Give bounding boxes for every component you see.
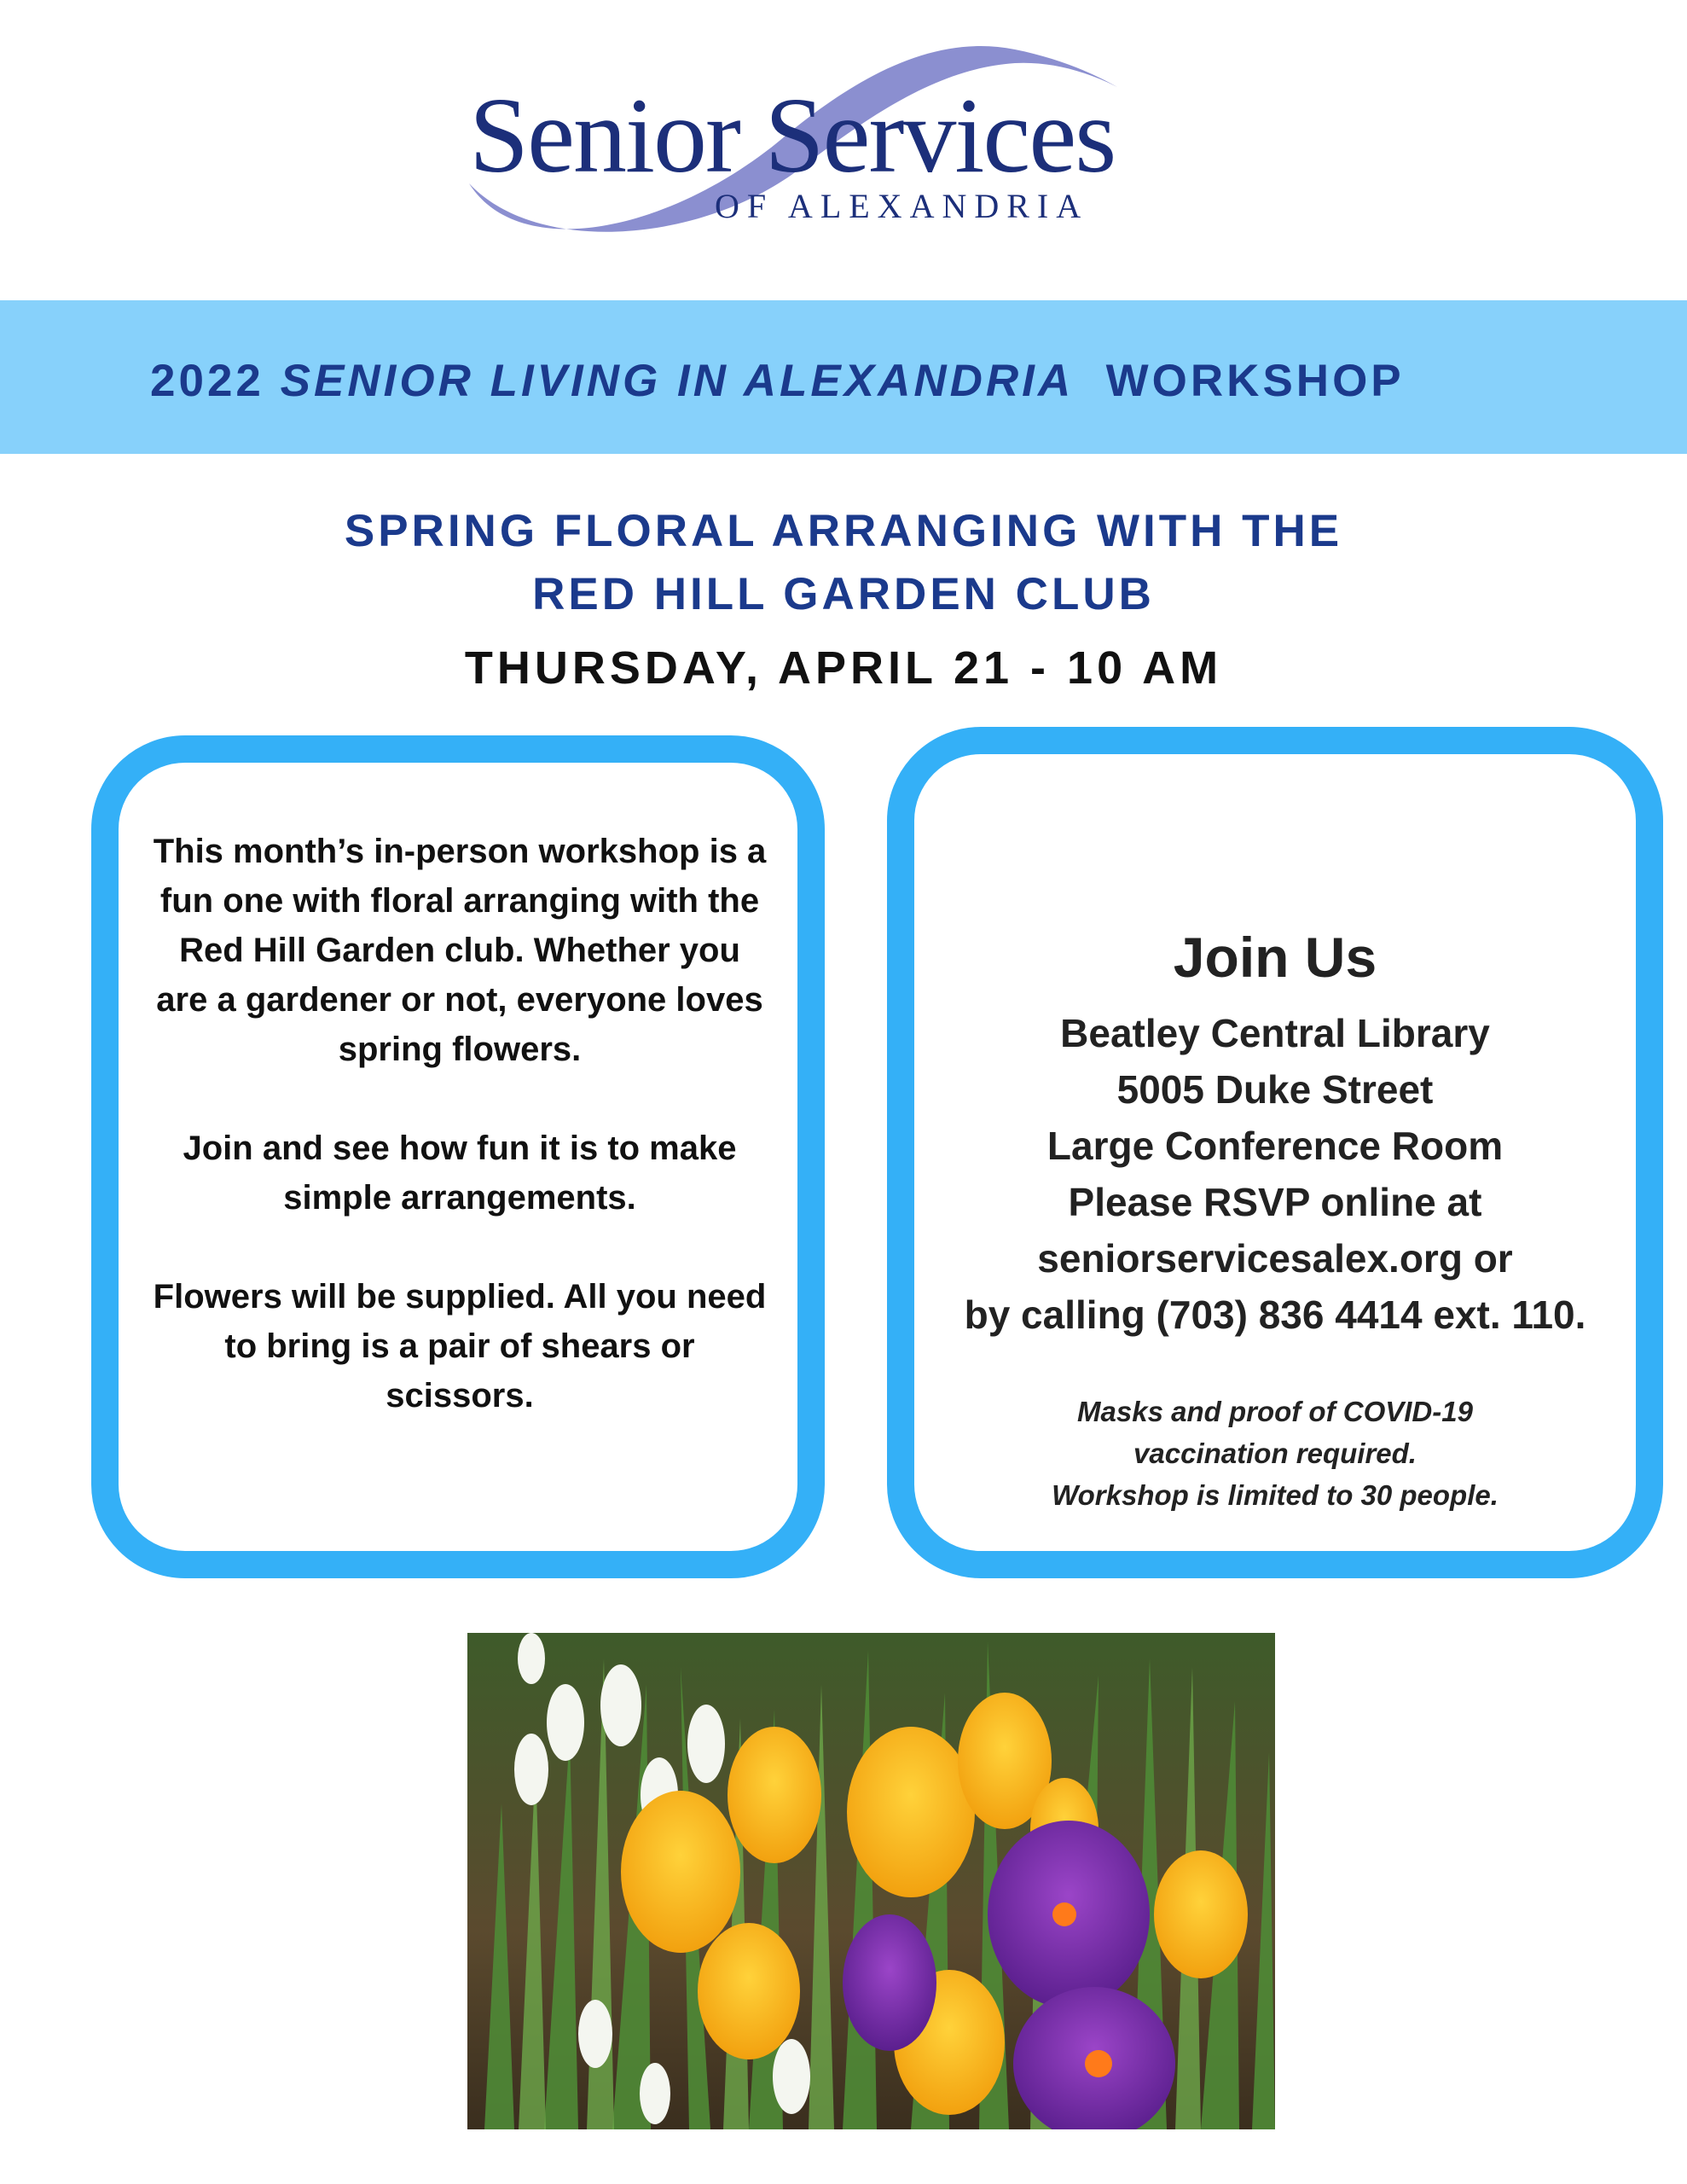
banner-series: SENIOR LIVING IN ALEXANDRIA <box>280 356 1075 406</box>
rsvp-website: seniorservicesalex.org or <box>1037 1236 1513 1281</box>
description-card <box>91 735 825 1578</box>
event-date: THURSDAY, APRIL 21 - 10 AM <box>464 642 1223 694</box>
description-paragraph-3: Flowers will be supplied. All you need to bring is a pair of shears or scissors. <box>153 1278 767 1414</box>
banner-type: WORKSHOP <box>1105 356 1405 406</box>
venue-room: Large Conference Room <box>1046 1124 1504 1168</box>
venue-address: 5005 Duke Street <box>1116 1067 1434 1112</box>
logo-name: Senior Services <box>469 77 1116 195</box>
join-card <box>887 727 1663 1578</box>
description-body <box>153 827 767 1470</box>
description-paragraph-1: This month’s in-person workshop is a fun one with floral arranging with the Red Hill Garden club. Whether you are a gardener or not, everyone loves spring flowers. <box>153 833 767 1068</box>
join-title: Join Us <box>1173 926 1377 989</box>
rsvp-phone: by calling (703) 836 4414 ext. 110. <box>964 1292 1586 1337</box>
venue-name: Beatley Central Library <box>1060 1011 1490 1055</box>
join-body <box>914 925 1636 1516</box>
workshop-banner <box>0 300 1687 454</box>
event-title-line2: RED HILL GARDEN CLUB <box>532 569 1155 619</box>
logo <box>461 34 1126 239</box>
banner-year: 2022 <box>150 356 264 406</box>
logo-subtitle: OF ALEXANDRIA <box>715 187 1089 225</box>
event-title-line1: SPRING FLORAL ARRANGING WITH THE <box>344 506 1343 556</box>
spring-flowers-photo <box>467 1633 1275 2129</box>
note-line-1: Masks and proof of COVID-19 <box>1077 1396 1473 1427</box>
rsvp-line: Please RSVP online at <box>1068 1180 1482 1224</box>
note-line-3: Workshop is limited to 30 people. <box>1052 1479 1499 1511</box>
requirements-notes <box>914 1391 1636 1516</box>
description-paragraph-2: Join and see how fun it is to make simple arrangements. <box>183 1130 737 1217</box>
banner-title <box>150 355 1405 407</box>
note-line-2: vaccination required. <box>1133 1438 1417 1469</box>
